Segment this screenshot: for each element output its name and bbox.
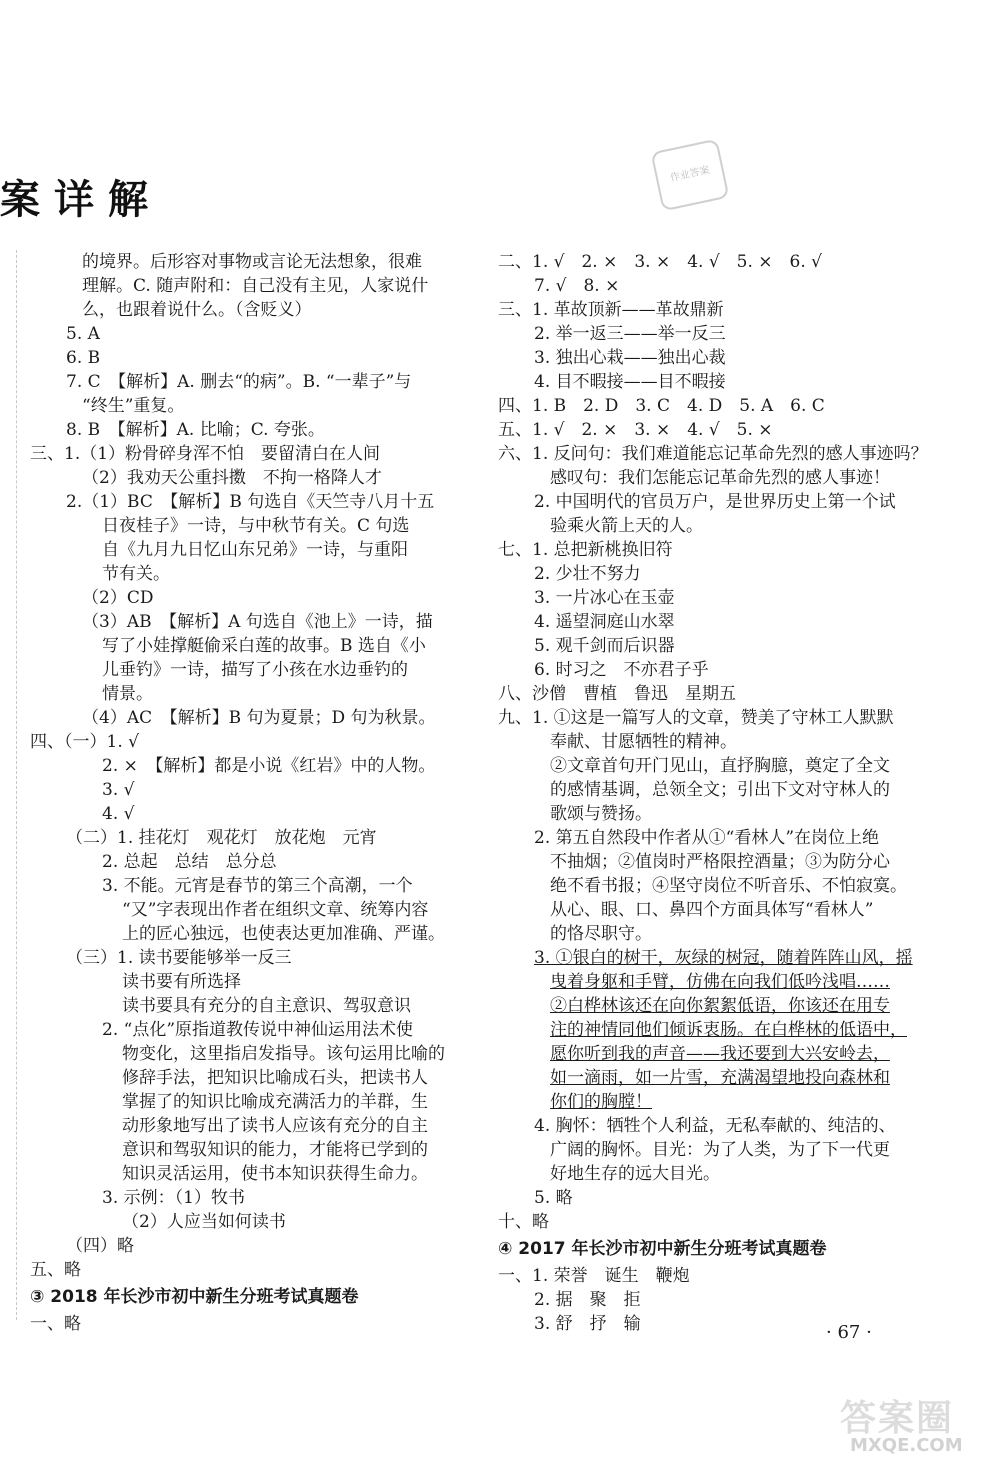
answer-line: 2. × 【解析】都是小说《红岩》中的人物。 (102, 756, 436, 776)
answer-line: 4. √ (102, 804, 135, 824)
answer-line: （2）人应当如何读书 (122, 1212, 286, 1232)
answer-line: 3. 不能。元宵是春节的第三个高潮，一个 (102, 876, 413, 896)
answer-line: （四）略 (66, 1236, 134, 1256)
answer-line: 2. “点化”原指道教传说中神仙运用法术使 (102, 1020, 414, 1040)
answer-line: 写了小娃撑艇偷采白莲的故事。B 选自《小 (102, 636, 426, 656)
answer-line: （3）AB 【解析】A 句选自《池上》一诗，描 (82, 612, 433, 632)
answer-line: （4）AC 【解析】B 句为夏景；D 句为秋景。 (82, 708, 436, 728)
answer-line: 三、1. 革故顶新——革故鼎新 (498, 300, 724, 320)
answer-line: （2）我劝天公重抖擞 不拘一格降人才 (82, 468, 382, 488)
answer-line: 2. 总起 总结 总分总 (102, 852, 277, 872)
answer-line: 3. ①银白的树干，灰绿的树冠，随着阵阵山风，摇 (534, 948, 913, 968)
answer-line: ②文章首句开门见山，直抒胸臆，奠定了全文 (550, 756, 890, 776)
answer-line: 知识灵活运用，使书本知识获得生命力。 (122, 1164, 428, 1184)
section-heading-2018: ③ 2018 年长沙市初中新生分班考试真题卷 (30, 1287, 359, 1307)
answer-line: 意识和驾驭知识的能力，才能将已学到的 (122, 1140, 428, 1160)
answer-line: 儿垂钓》一诗，描写了小孩在水边垂钓的 (102, 660, 408, 680)
answer-line: 3. 独出心栽——独出心裁 (534, 348, 726, 368)
answer-line: 上的匠心独远，也使表达更加准确、严谨。 (122, 924, 445, 944)
answer-line: 2. 据 聚 拒 (534, 1290, 641, 1310)
page-number: · 67 · (826, 1322, 872, 1343)
answer-line: 5. 略 (534, 1188, 573, 1208)
stamp-seal: 作业答案 (651, 139, 730, 212)
answer-line: 歌颂与赞扬。 (550, 804, 652, 824)
answer-line: 五、1. √ 2. × 3. × 4. √ 5. × (498, 420, 773, 440)
answer-line: 自《九月九日忆山东兄弟》一诗，与重阳 (102, 540, 408, 560)
answer-line: 不抽烟；②值岗时严格限控酒量；③为防分心 (550, 852, 890, 872)
answer-line: 的恪尽职守。 (550, 924, 652, 944)
answer-line: 动形象地写出了读书人应该有充分的自主 (122, 1116, 428, 1136)
answer-line: 2. 中国明代的官员万户，是世界历史上第一个试 (534, 492, 896, 512)
answer-line: 曳着身躯和手臂，仿佛在向我们低吟浅唱…… (550, 972, 890, 992)
answer-line: 一、1. 荣誉 诞生 鞭炮 (498, 1266, 690, 1286)
answer-line: 你们的胸膛！ (550, 1092, 652, 1112)
answer-line: 愿你听到我的声音——我还要到大兴安岭去， (550, 1044, 890, 1064)
column-divider (16, 250, 18, 1320)
answer-line: 七、1. 总把新桃换旧符 (498, 540, 673, 560)
answer-line: 2. 举一返三——举一反三 (534, 324, 726, 344)
answer-line: 的境界。后形容对事物或言论无法想象，很难 (82, 252, 422, 272)
answer-line: 注的神情同他们倾诉衷肠。在白桦林的低语中， (550, 1020, 907, 1040)
answer-line: 六、1. 反问句：我们难道能忘记革命先烈的感人事迹吗？ (498, 444, 928, 464)
answer-line: 绝不看书报；④坚守岗位不听音乐、不怕寂寞。 (550, 876, 907, 896)
right-column (498, 250, 938, 1336)
page-title: 案详解 (0, 177, 162, 223)
answer-line: 4. 目不暇接——目不暇接 (534, 372, 726, 392)
answer-line: 八、沙僧 曹植 鲁迅 星期五 (498, 684, 736, 704)
answer-line: 读书要有所选择 (122, 972, 241, 992)
answer-line: （三）1. 读书要能够举一反三 (66, 948, 292, 968)
answer-line: 3. 一片冰心在玉壶 (534, 588, 675, 608)
left-column (30, 250, 460, 1336)
answer-line: 一、略 (30, 1314, 81, 1334)
answer-line: 8. B 【解析】A. 比喻；C. 夸张。 (66, 420, 325, 440)
answer-line: 理解。C. 随声附和：自己没有主见，人家说什 (82, 276, 429, 296)
answer-line: “又”字表现出作者在组织文章、统筹内容 (122, 900, 429, 920)
answer-line: 广阔的胸怀。目光：为了人类，为了下一代更 (550, 1140, 890, 1160)
answer-line: 物变化，这里指启发指导。该句运用比喻的 (122, 1044, 445, 1064)
answer-line: 情景。 (102, 684, 153, 704)
answer-line: 三、1.（1）粉骨碎身浑不怕 要留清白在人间 (30, 444, 381, 464)
answer-line: ②白桦林该还在向你絮絮低语，你该还在用专 (550, 996, 890, 1016)
watermark-logo: 答案圈 (840, 1398, 955, 1439)
answer-line: 2. 少壮不努力 (534, 564, 641, 584)
answer-line: 四、（一）1. √ (30, 732, 139, 752)
answer-line: 从心、眼、口、鼻四个方面具体写“看林人” (550, 900, 874, 920)
answer-line: 么，也跟着说什么。（含贬义） (82, 300, 312, 320)
answer-line: 五、略 (30, 1260, 81, 1280)
answer-line: 7. √ 8. × (534, 276, 620, 296)
answer-line: 四、1. B 2. D 3. C 4. D 5. A 6. C (498, 396, 825, 416)
answer-line: 日夜桂子》一诗，与中秋节有关。C 句选 (102, 516, 410, 536)
watermark-url: MXQE.COM (850, 1435, 963, 1456)
answer-line: （2）CD (82, 588, 154, 608)
answer-line: 6. 时习之 不亦君子乎 (534, 660, 709, 680)
answer-line: 二、1. √ 2. × 3. × 4. √ 5. × 6. √ (498, 252, 822, 272)
answer-line: 奉献、甘愿牺牲的精神。 (550, 732, 737, 752)
answer-line: 十、略 (498, 1212, 549, 1232)
answer-line: 的感情基调，总领全文；引出下文对守林人的 (550, 780, 890, 800)
answer-line: 3. 舒 抒 输 (534, 1314, 641, 1334)
answer-line: 7. C 【解析】A. 删去“的病”。B. “一辈子”与 (66, 372, 412, 392)
answer-line: 6. B (66, 348, 101, 368)
answer-line: 如一滴雨，如一片雪，充满渴望地投向森林和 (550, 1068, 890, 1088)
answer-line: “终生”重复。 (82, 396, 185, 416)
section-heading-2017: ④ 2017 年长沙市初中新生分班考试真题卷 (498, 1239, 827, 1259)
answer-line: 九、1. ①这是一篇写人的文章，赞美了守林工人默默 (498, 708, 894, 728)
answer-line: 3. 示例：（1）牧书 (102, 1188, 245, 1208)
answer-line: 3. √ (102, 780, 135, 800)
answer-line: 修辞手法，把知识比喻成石头，把读书人 (122, 1068, 428, 1088)
answer-line: 感叹句：我们怎能忘记革命先烈的感人事迹！ (550, 468, 890, 488)
answer-line: 节有关。 (102, 564, 170, 584)
answer-line: 验乘火箭上天的人。 (550, 516, 703, 536)
answer-line: 读书要具有充分的自主意识、驾驭意识 (122, 996, 411, 1016)
answer-line: 掌握了的知识比喻成充满活力的羊群，生 (122, 1092, 428, 1112)
answer-line: 2.（1）BC 【解析】B 句选自《天竺寺八月十五 (66, 492, 435, 512)
answer-line: 好地生存的远大目光。 (550, 1164, 720, 1184)
answer-line: 2. 第五自然段中作者从①“看林人”在岗位上绝 (534, 828, 880, 848)
answer-line: 4. 胸怀：牺牲个人利益，无私奉献的、纯洁的、 (534, 1116, 896, 1136)
answer-line: 5. 观千剑而后识器 (534, 636, 675, 656)
answer-line: 4. 遥望洞庭山水翠 (534, 612, 675, 632)
answer-line: （二）1. 挂花灯 观花灯 放花炮 元宵 (66, 828, 377, 848)
answer-line: 5. A (66, 324, 100, 344)
